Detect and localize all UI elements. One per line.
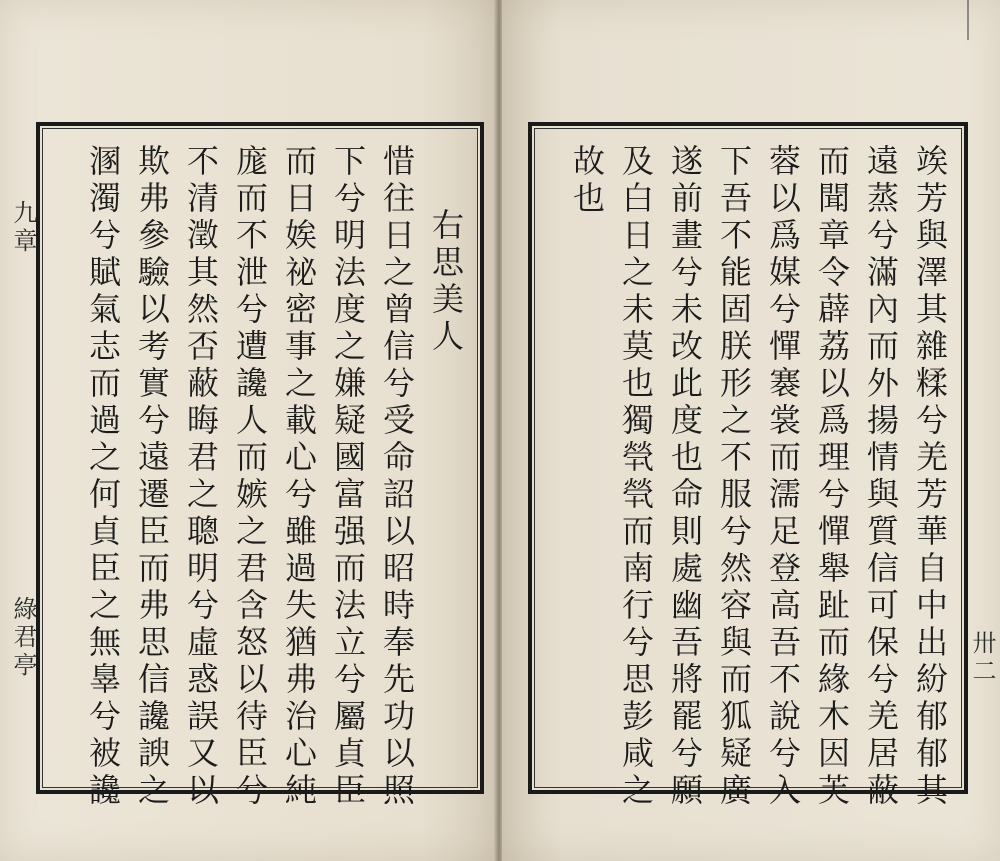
text-column: 故也 bbox=[568, 144, 606, 218]
text-column: 惜往日之曾信兮受命詔以昭時奉先功以照 bbox=[378, 144, 416, 810]
text-column: 而日娭祕密事之載心兮雖過失猶弗治心純 bbox=[280, 144, 318, 810]
left-text-block bbox=[50, 144, 470, 810]
publisher-margin-label: 綠君亭 bbox=[9, 596, 37, 680]
text-column: 庬而不泄兮遭讒人而嫉之君含怒以待臣兮 bbox=[231, 144, 269, 810]
right-text-block bbox=[542, 144, 954, 810]
left-text-frame bbox=[36, 122, 484, 810]
text-column: 竢芳與澤其雜糅兮羌芳華自中出紛郁郁其 bbox=[911, 144, 949, 810]
text-column: 蓉以爲媒兮憚褰裳而濡足登高吾不說兮入 bbox=[764, 144, 802, 810]
page-edge-mark bbox=[967, 0, 993, 40]
text-column: 欺弗參驗以考實兮遠遷臣而弗思信讒諛之 bbox=[133, 144, 171, 810]
text-column: 溷濁兮賦氣志而過之何貞臣之無辠兮被讒 bbox=[84, 144, 122, 810]
text-column: 及白日之未莫也獨煢煢而南行兮思彭咸之 bbox=[617, 144, 655, 810]
text-column: 下吾不能固朕形之不服兮然容與而狐疑廣 bbox=[715, 144, 753, 810]
chapter-margin-label: 九章 bbox=[9, 200, 37, 256]
text-column: 遠蒸兮滿內而外揚情與質信可保兮羌居蔽 bbox=[862, 144, 900, 810]
text-column: 遂前畫兮未改此度也命則處幽吾將罷兮願 bbox=[666, 144, 704, 810]
text-column: 下兮明法度之嫌疑國富强而法立兮屬貞臣 bbox=[329, 144, 367, 810]
right-text-frame bbox=[528, 122, 968, 810]
text-column: 而聞章令薜荔以爲理兮憚舉趾而緣木因芙 bbox=[813, 144, 851, 810]
page-number-margin-label: 卅二 bbox=[968, 630, 996, 686]
text-column: 不清澂其然否蔽晦君之聰明兮虛惑誤又以 bbox=[182, 144, 220, 810]
section-title: 右思美人 bbox=[427, 208, 465, 356]
